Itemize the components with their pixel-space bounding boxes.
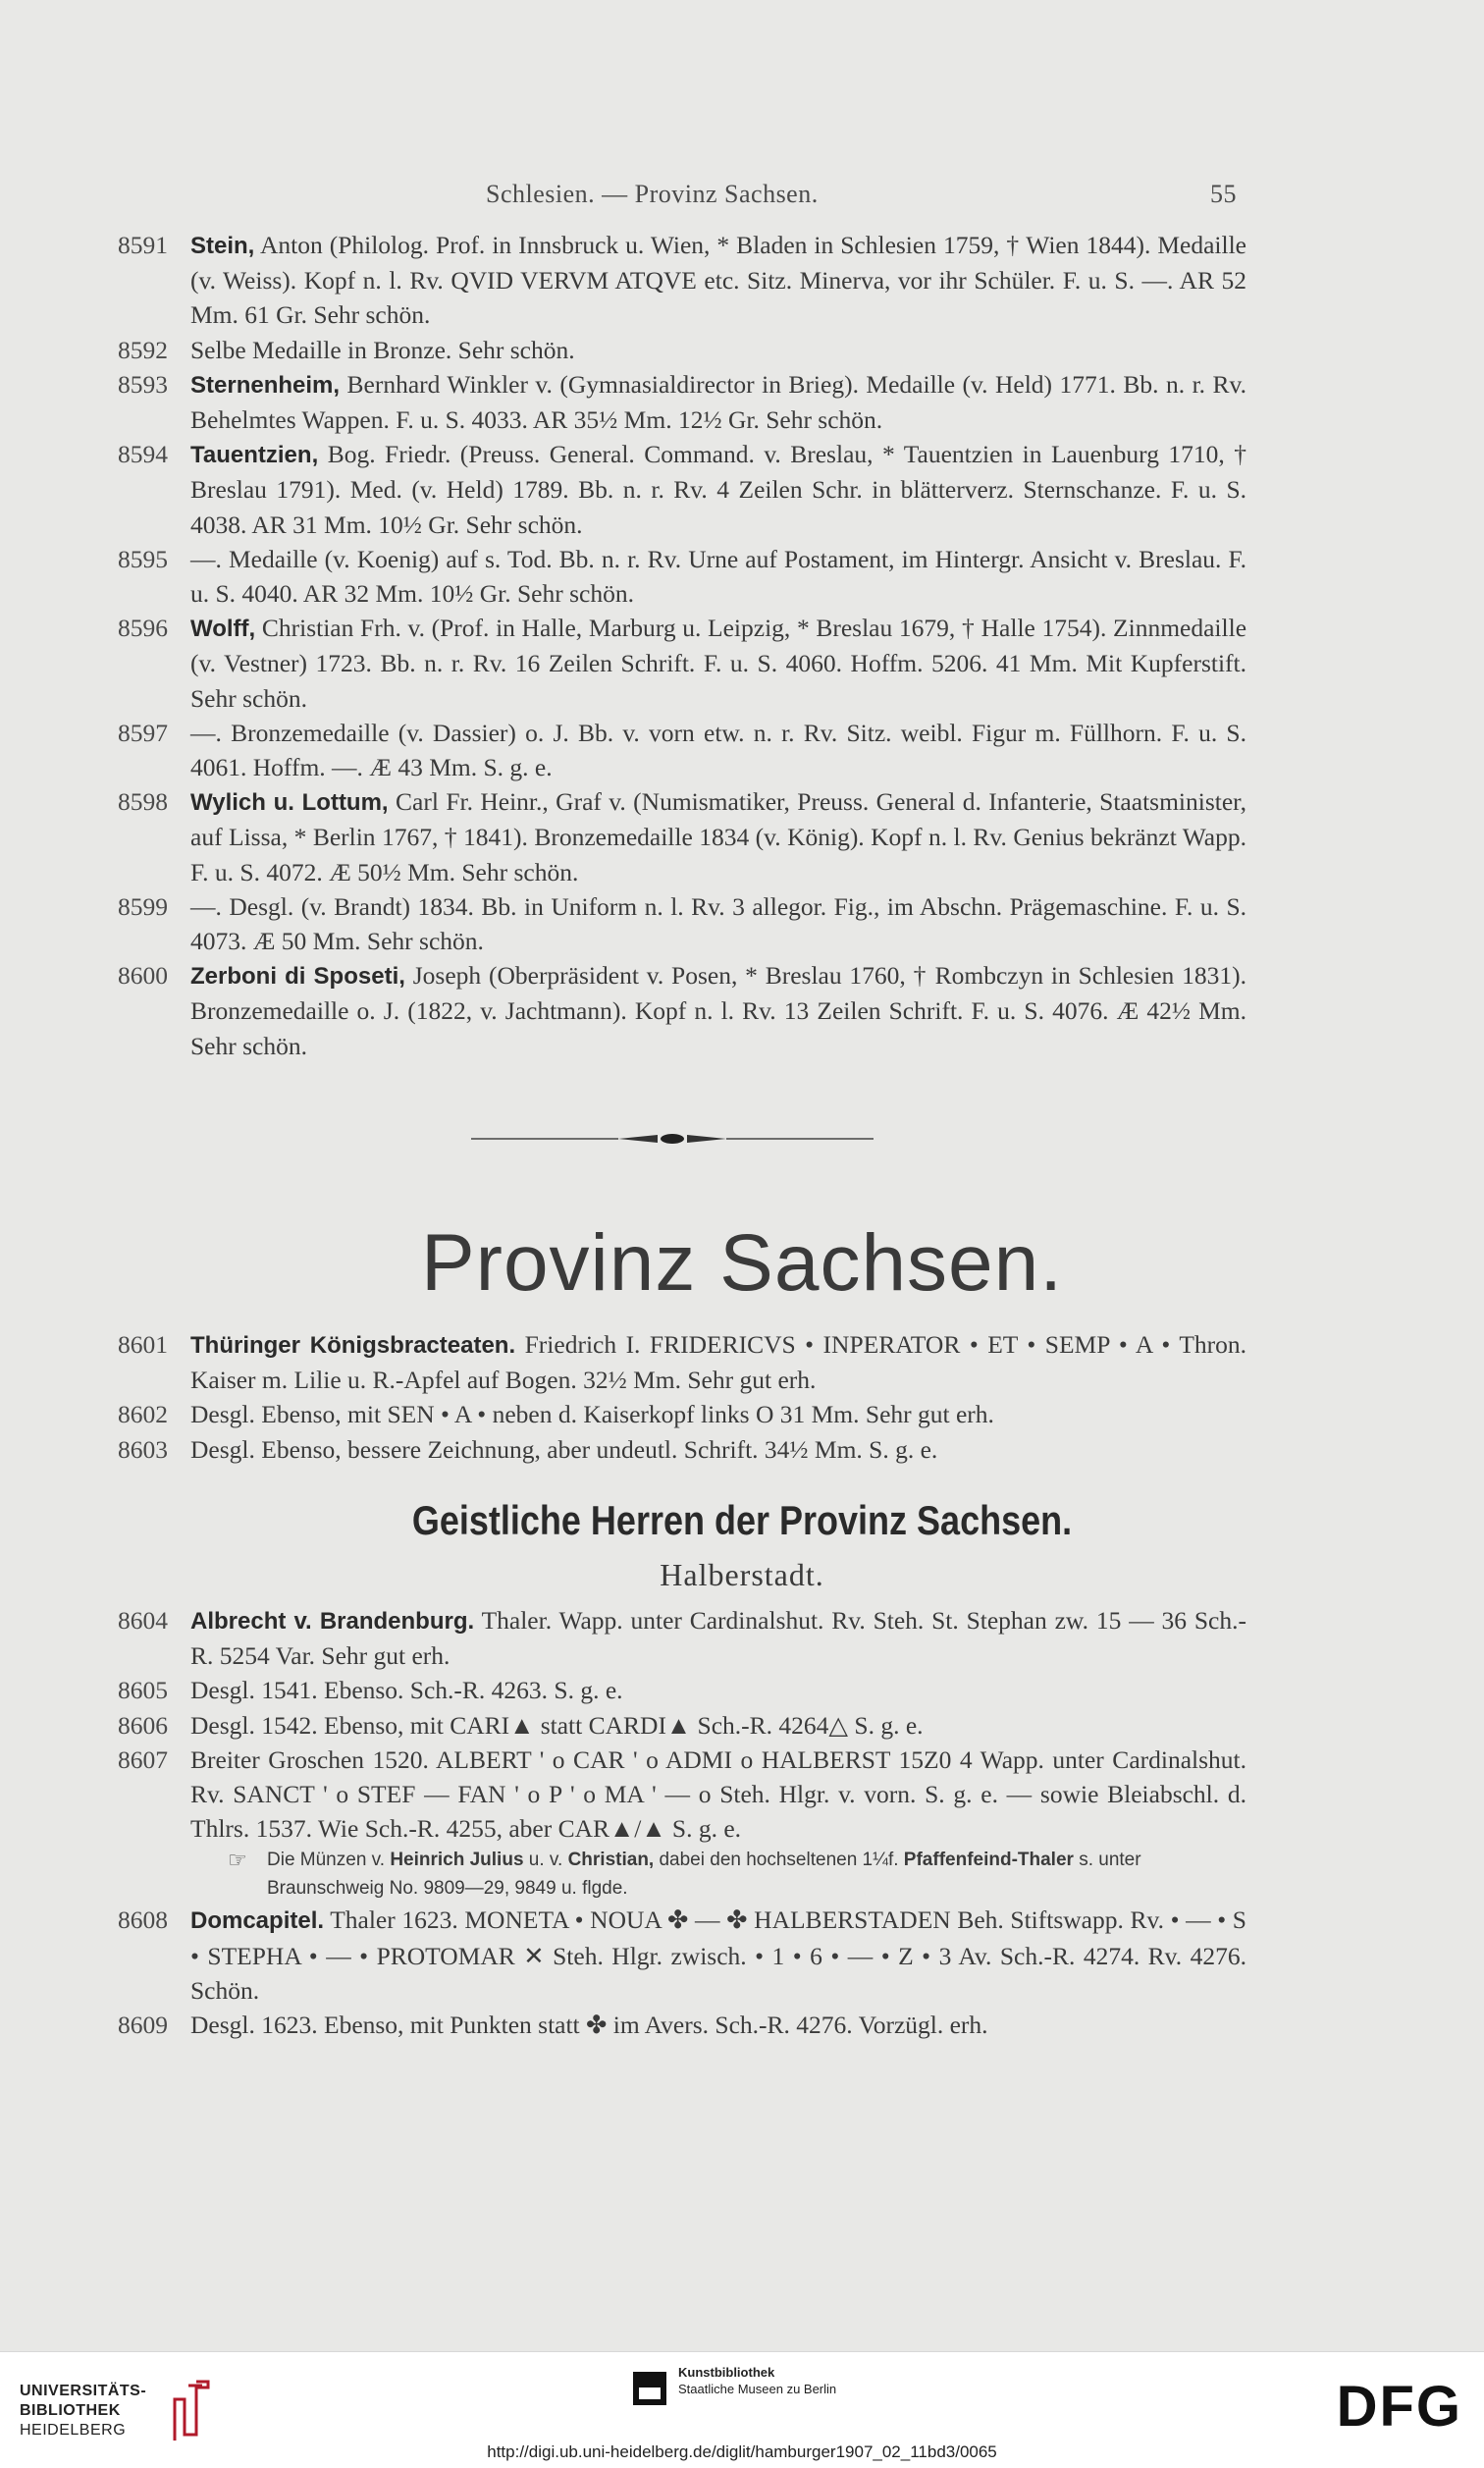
note-text: u. v. bbox=[528, 1850, 563, 1871]
entry-text: Friedrich I. FRIDERICVS • INPERATOR • ET • SEMP • A • Thron. Kaiser m. Lilie u. R.-Apfel auf Bogen. 32½ Mm. Sehr gut erh. bbox=[190, 1330, 1247, 1395]
entry-text: —. Desgl. (v. Brandt) 1834. Bb. in Uniform n. l. Rv. 3 allegor. Fig., im Abschn. Prägemaschine. F. u. S. 4073. Æ 50 Mm. Sehr schön. bbox=[190, 891, 1246, 956]
entry-text: Carl Fr. Heinr., Graf v. (Numismatiker, Preuss. General d. Infanterie, Staatsminister, auf Lissa, * Berlin 1767, † 1841). Bronzemedaille 1834 (v. König). Kopf n. l. Rv. Genius bekränzt Wapp. F. u. S. 4072. Æ 50½ Mm. Sehr schön. bbox=[190, 787, 1247, 886]
catalog-entry bbox=[118, 1673, 1246, 1707]
entry-text: Christian Frh. v. (Prof. in Halle, Marburg u. Leipzig, * Breslau 1679, † Halle 1754). Zinnmedaille (v. Vestner) 1723. Bb. n. r. Rv. 16 Zeilen Schrift. F. u. S. 4060. Hoffm. 5206. 41 Mm. Mit Kupferstift. Sehr schön. bbox=[190, 614, 1247, 713]
catalog-entry bbox=[118, 889, 1246, 958]
entry-name: Thüringer Königsbracteaten. bbox=[190, 1332, 516, 1359]
entry-number: 8600 bbox=[118, 961, 168, 991]
section-title: Provinz Sachsen. bbox=[420, 1218, 1064, 1308]
entry-number: 8603 bbox=[118, 1434, 168, 1464]
entry-text: Desgl. 1623. Ebenso, mit Punkten statt ✤ im Avers. Sch.-R. 4276. Vorzügl. erh. bbox=[190, 2011, 988, 2040]
logo-line: UNIVERSITÄTS- bbox=[20, 2383, 147, 2399]
note-name: Christian, bbox=[567, 1850, 655, 1871]
catalog-entry bbox=[118, 1603, 1246, 1673]
kb-name: Kunstbibliothek bbox=[678, 2365, 775, 2380]
catalog-entry bbox=[118, 1903, 1246, 2008]
subsubsection-title: Halberstadt. bbox=[660, 1557, 824, 1592]
entry-number: 8599 bbox=[118, 891, 168, 921]
logo-line: HEIDELBERG bbox=[20, 2422, 127, 2439]
entry-text: Bog. Friedr. (Preuss. General. Command. v. Breslau, * Tauentzien in Lauenburg 1710, † Breslau 1791). Med. (v. Held) 1789. Bb. n. r. Rv. 4 Zeilen Schr. in blätterverz. Sternschanze. F. u. S. 4038. AR 31 Mm. 10½ Gr. Sehr schön. bbox=[190, 440, 1246, 539]
catalog-entry bbox=[118, 367, 1246, 437]
entry-name: Wolff, bbox=[190, 616, 256, 643]
entry-number: 8607 bbox=[118, 1744, 168, 1774]
entry-text: Anton (Philolog. Prof. in Innsbruck u. Wien, * Bladen in Schlesien 1759, † Wien 1844). Medaille (v. Weiss). Kopf n. l. Rv. QVID VERVM ATQVE etc. Sitz. Minerva, vor ihr Schüler. F. u. S. —. AR 52 Mm. 61 Gr. Sehr schön. bbox=[190, 231, 1246, 330]
catalog-entry bbox=[118, 1327, 1246, 1397]
entry-name: Sternenheim, bbox=[190, 371, 341, 399]
schlesien-entries bbox=[118, 228, 1246, 1063]
subsection-title: Geistliche Herren der Provinz Sachsen. bbox=[411, 1496, 1073, 1543]
entry-number: 8593 bbox=[118, 369, 168, 399]
running-head-title: Schlesien. — Provinz Sachsen. bbox=[486, 180, 819, 208]
entry-number: 8592 bbox=[118, 335, 168, 364]
entry-text: Thaler 1623. MONETA • NOUA ✤ — ✤ HALBERSTADEN Beh. Stiftswapp. Rv. • — • S • STEPHA • — • PROTOMAR ✕ Steh. Hlgr. zwisch. • 1 • 6 • — • Z • 3 Av. Sch.-R. 4274. Rv. 4276. Schön. bbox=[190, 1905, 1246, 2005]
entry-text: Bernhard Winkler v. (Gymnasialdirector in Brieg). Medaille (v. Held) 1771. Bb. n. r. Rv. Behelmtes Wappen. F. u. S. 4033. AR 35½ Mm. 12½ Gr. Sehr schön. bbox=[190, 369, 1247, 435]
catalog-entry bbox=[118, 958, 1246, 1063]
catalog-entry bbox=[118, 542, 1246, 611]
entry-name: Albrecht v. Brandenburg. bbox=[190, 1608, 475, 1635]
entry-number: 8597 bbox=[118, 718, 168, 747]
catalog-entry bbox=[118, 228, 1246, 333]
entry-number: 8595 bbox=[118, 544, 168, 573]
entry-text: Selbe Medaille in Bronze. Sehr schön. bbox=[190, 335, 575, 364]
entry-number: 8604 bbox=[118, 1606, 168, 1635]
note-name: Heinrich Julius bbox=[390, 1850, 524, 1871]
entry-name: Wylich u. Lottum, bbox=[190, 789, 389, 817]
entry-text: Desgl. Ebenso, mit SEN • A • neben d. Kaiserkopf links O 31 Mm. Sehr gut erh. bbox=[190, 1400, 994, 1429]
kb-subtitle: Staatliche Museen zu Berlin bbox=[678, 2382, 837, 2396]
entry-name: Tauentzien, bbox=[190, 442, 319, 469]
entry-text: —. Bronzemedaille (v. Dassier) o. J. Bb. v. vorn etw. n. r. Rv. Sitz. weibl. Figur m. Füllhorn. F. u. S. 4061. Hoffm. —. Æ 43 Mm. S. g. e. bbox=[190, 718, 1246, 782]
entry-text: Thaler. Wapp. unter Cardinalshut. Rv. Steh. St. Stephan zw. 15 — 36 Sch.-R. 5254 Var. Sehr gut erh. bbox=[190, 1606, 1246, 1671]
entry-text: —. Medaille (v. Koenig) auf s. Tod. Bb. n. r. Rv. Urne auf Postament, im Hintergr. Ansicht v. Breslau. F. u. S. 4040. AR 32 Mm. 10½ Gr. Sehr schön. bbox=[190, 544, 1246, 609]
catalog-entry bbox=[118, 333, 1246, 367]
sachsen-entries bbox=[118, 1327, 1246, 1467]
entry-number: 8596 bbox=[118, 614, 168, 643]
entry-name: Domcapitel. bbox=[190, 1907, 325, 1935]
page-number: 55 bbox=[1210, 180, 1237, 208]
entry-text: Desgl. 1541. Ebenso. Sch.-R. 4263. S. g. e. bbox=[190, 1676, 623, 1705]
catalog-entry bbox=[118, 2008, 1246, 2042]
dfg-logo[interactable]: DFG bbox=[1336, 2375, 1462, 2439]
footer-bar bbox=[0, 2351, 1484, 2468]
entry-number: 8609 bbox=[118, 2011, 168, 2040]
cross-reference-note bbox=[118, 1846, 1246, 1903]
note-name: Pfaffenfeind-Thaler bbox=[903, 1850, 1074, 1871]
ornament-divider bbox=[471, 1129, 874, 1149]
catalog-entry bbox=[118, 611, 1246, 716]
entry-text: Desgl. 1542. Ebenso, mit CARI▲ statt CARDI▲ Sch.-R. 4264△ S. g. e. bbox=[190, 1710, 924, 1740]
kunstbibliothek-mark-icon bbox=[633, 2372, 666, 2405]
university-library-logo[interactable] bbox=[20, 2382, 146, 2441]
entry-number: 8601 bbox=[118, 1330, 168, 1359]
entry-name: Stein, bbox=[190, 233, 255, 259]
entry-number: 8602 bbox=[118, 1400, 168, 1429]
entry-name: Zerboni di Sposeti, bbox=[190, 963, 405, 991]
entry-number: 8605 bbox=[118, 1676, 168, 1705]
entry-text: Joseph (Oberpräsident v. Posen, * Breslau 1760, † Rombczyn in Schlesien 1831). Bronzemedaille o. J. (1822, v. Jachtmann). Kopf n. l. Rv. 13 Zeilen Schrift. F. u. S. 4076. Æ 42½ Mm. Sehr schön. bbox=[190, 961, 1246, 1060]
catalog-entry bbox=[118, 1397, 1246, 1431]
entry-text: Desgl. Ebenso, bessere Zeichnung, aber undeutl. Schrift. 34½ Mm. S. g. e. bbox=[190, 1434, 938, 1464]
pointing-hand-icon: ☞ bbox=[228, 1848, 247, 1873]
entry-number: 8594 bbox=[118, 440, 168, 469]
entry-text: Breiter Groschen 1520. ALBERT ' o CAR ' o ADMI o HALBERST 15Z0 4 Wapp. unter Cardinalshut. Rv. SANCT ' o STEF — FAN ' o P ' o MA ' — o Steh. Hlgr. v. vorn. S. g. e. — sowie Bleiabschl. d. Thlrs. 1537. Wie Sch.-R. 4255, aber CAR▲/▲ S. g. e. bbox=[190, 1744, 1246, 1844]
permalink-url[interactable]: http://digi.ub.uni-heidelberg.de/diglit/hamburger1907_02_11bd3/0065 bbox=[487, 2442, 997, 2461]
catalog-entry bbox=[118, 1432, 1246, 1467]
catalog-entry bbox=[118, 1708, 1246, 1743]
note-text: dabei den hochseltenen 1¼f. bbox=[659, 1850, 899, 1871]
note-text: s. unter Braunschweig No. 9809—29, 9849 u. flgde. bbox=[267, 1850, 1141, 1900]
entry-number: 8591 bbox=[118, 231, 168, 259]
catalog-entry bbox=[118, 784, 1246, 889]
entry-number: 8606 bbox=[118, 1710, 168, 1740]
entry-number: 8598 bbox=[118, 787, 168, 817]
library-mark-icon bbox=[167, 2380, 210, 2442]
catalog-entry bbox=[118, 716, 1246, 784]
catalog-entry bbox=[118, 437, 1246, 542]
catalog-entry bbox=[118, 1743, 1246, 1847]
halberstadt-entries bbox=[118, 1603, 1246, 2042]
entry-number: 8608 bbox=[118, 1905, 168, 1935]
logo-line: BIBLIOTHEK bbox=[20, 2402, 121, 2419]
note-text: Die Münzen v. bbox=[267, 1850, 386, 1871]
